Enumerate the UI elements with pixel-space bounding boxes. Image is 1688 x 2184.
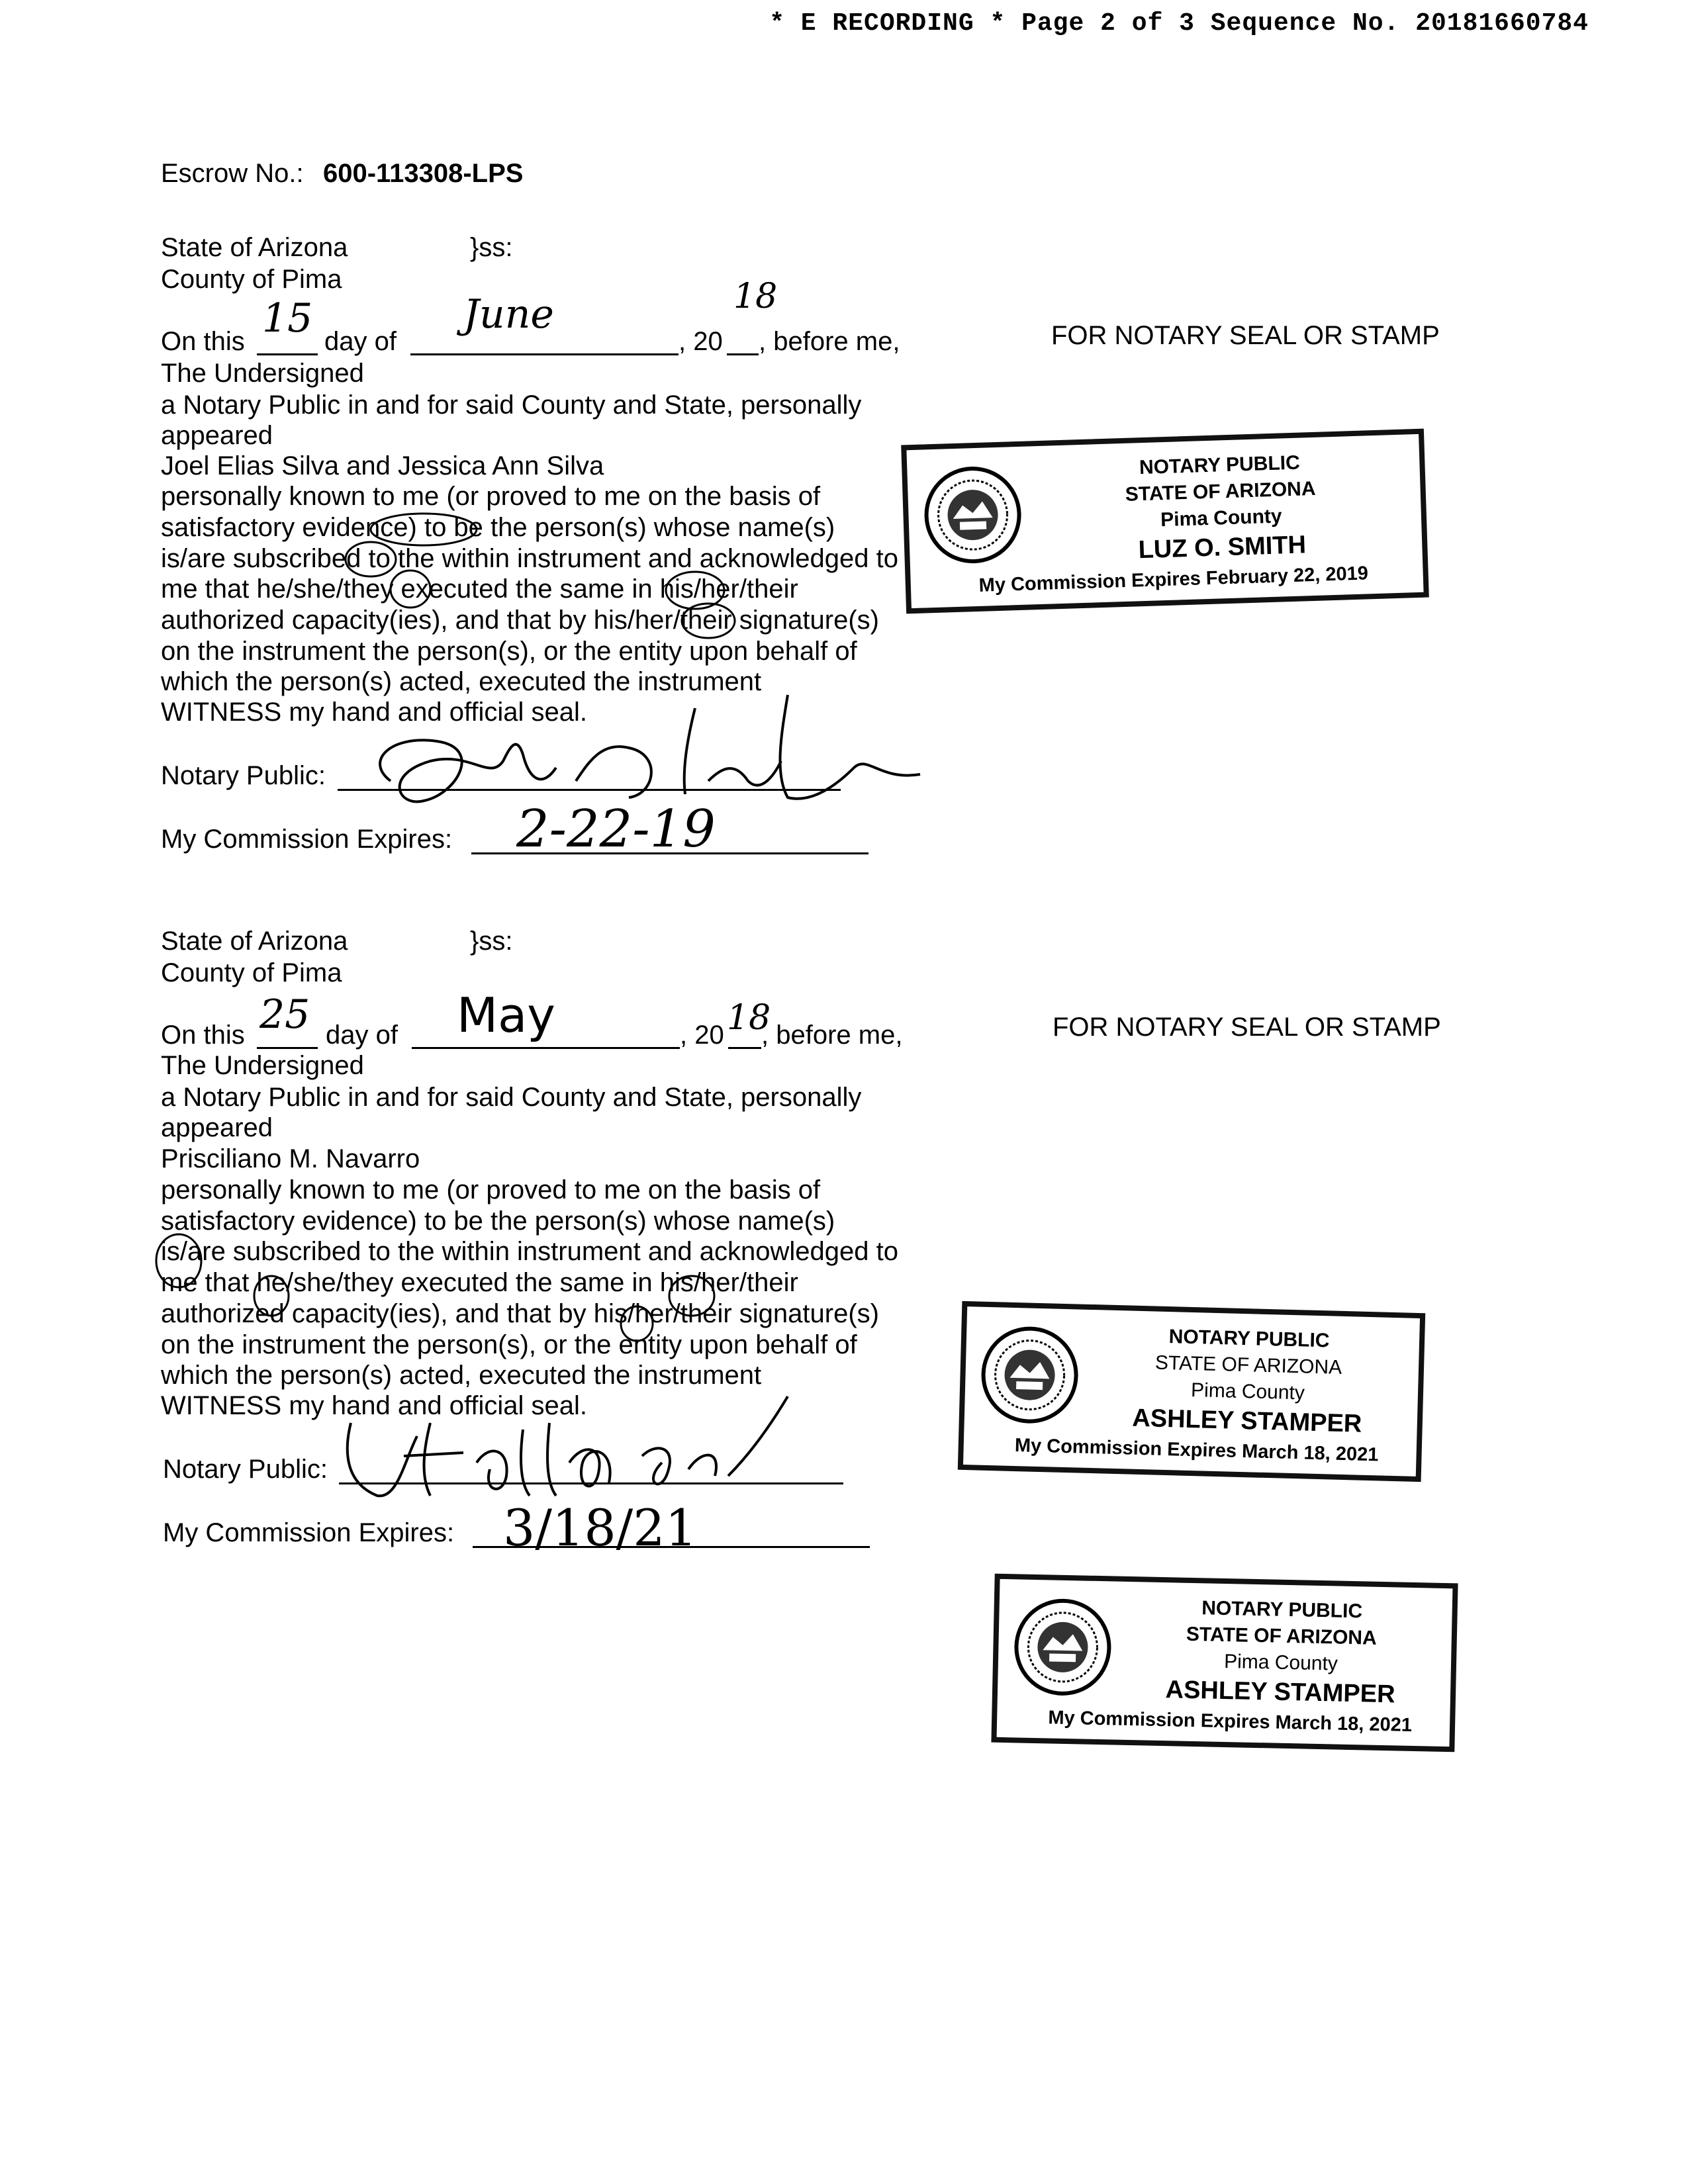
- year-prefix: , 20: [679, 327, 723, 356]
- before-me-label: , before me,: [759, 327, 900, 356]
- arizona-seal-icon: [979, 1324, 1081, 1426]
- day-handwritten: 15: [262, 295, 313, 341]
- body-line: on the instrument the person(s), or the entity upon behalf of: [161, 1330, 857, 1359]
- month-blank: [412, 1047, 680, 1049]
- body-line: authorized capacity(ies), and that by his/her/their signature(s): [161, 606, 879, 635]
- day-of-label: day of: [324, 327, 397, 356]
- body-line: me that he/she/they executed the same in his/her/their: [161, 1268, 798, 1297]
- county-line: County of Pima: [161, 958, 342, 987]
- stamp-state: STATE OF ARIZONA: [1154, 1351, 1342, 1379]
- notary-stamp: [958, 1301, 1425, 1482]
- body-line: satisfactory evidence) to be the person(s) whose name(s): [161, 513, 835, 542]
- stamp-state: STATE OF ARIZONA: [1125, 477, 1316, 506]
- on-this-label: On this: [161, 327, 245, 356]
- body-line: personally known to me (or proved to me on the basis of: [161, 1175, 821, 1205]
- ss-mark: }ss:: [470, 927, 513, 956]
- state-line: State of Arizona: [161, 927, 348, 956]
- body-line: is/are subscribed to the within instrument and acknowledged to: [161, 1237, 898, 1266]
- commission-handwritten: 2-22-19: [516, 799, 716, 859]
- day-blank: [257, 353, 318, 355]
- year-handwritten: 18: [727, 998, 771, 1038]
- stamp-expiration: My Commission Expires March 18, 2021: [1048, 1707, 1413, 1736]
- appeared-line: appeared: [161, 421, 273, 450]
- arizona-seal-icon: [921, 464, 1024, 567]
- body-line: which the person(s) acted, executed the instrument: [161, 1361, 762, 1390]
- county-line: County of Pima: [161, 265, 342, 294]
- day-of-label: day of: [326, 1021, 398, 1050]
- witness-line: WITNESS my hand and official seal.: [161, 698, 587, 727]
- stamp-notary-name: ASHLEY STAMPER: [1131, 1404, 1362, 1438]
- stamp-county: Pima County: [1223, 1650, 1338, 1675]
- stamp-title: NOTARY PUBLIC: [1168, 1326, 1330, 1352]
- recording-header: * E RECORDING * Page 2 of 3 Sequence No. 20181660784: [769, 9, 1589, 38]
- signer-names: Joel Elias Silva and Jessica Ann Silva: [161, 451, 604, 480]
- notary-public-label: Notary Public:: [161, 761, 326, 790]
- notary-line: a Notary Public in and for said County and State, personally: [161, 1083, 862, 1112]
- year-prefix: , 20: [680, 1021, 724, 1050]
- escrow-label: Escrow No.:: [161, 159, 304, 188]
- day-handwritten: 25: [259, 991, 310, 1038]
- stamp-county: Pima County: [1160, 505, 1283, 531]
- notary-stamp: [901, 429, 1429, 614]
- stamp-expiration: My Commission Expires March 18, 2021: [1014, 1435, 1379, 1466]
- undersigned-line: The Undersigned: [161, 359, 364, 388]
- body-line: which the person(s) acted, executed the instrument: [161, 667, 762, 696]
- notary-line: a Notary Public in and for said County and State, personally: [161, 390, 862, 420]
- stamp-county: Pima County: [1190, 1379, 1305, 1404]
- body-line: is/are subscribed to the within instrument and acknowledged to: [161, 544, 898, 573]
- escrow-number: 600-113308-LPS: [323, 159, 524, 188]
- day-blank: [257, 1047, 318, 1049]
- year-blank: [728, 1047, 761, 1049]
- arizona-seal-icon: [1012, 1596, 1113, 1698]
- month-handwritten: June: [463, 291, 554, 338]
- commission-handwritten: 3/18/21: [503, 1498, 697, 1557]
- before-me-label: , before me,: [761, 1021, 903, 1050]
- month-handwritten: May: [457, 987, 555, 1043]
- stamp-expiration: My Commission Expires February 22, 2019: [978, 563, 1369, 596]
- commission-label: My Commission Expires:: [163, 1518, 455, 1547]
- notary-stamp: [991, 1574, 1458, 1752]
- appeared-line: appeared: [161, 1113, 273, 1142]
- notary-signature-2: [331, 1383, 808, 1516]
- state-line: State of Arizona: [161, 233, 348, 262]
- stamp-title: NOTARY PUBLIC: [1201, 1597, 1363, 1623]
- pen-marks: [146, 1224, 907, 1343]
- body-line: personally known to me (or proved to me on the basis of: [161, 482, 821, 511]
- year-handwritten: 18: [733, 277, 778, 316]
- ss-mark: }ss:: [470, 233, 513, 262]
- stamp-title: NOTARY PUBLIC: [1139, 451, 1301, 479]
- stamp-notary-name: LUZ O. SMITH: [1138, 531, 1307, 565]
- month-blank: [410, 353, 679, 355]
- signer-names: Prisciliano M. Navarro: [161, 1144, 420, 1173]
- body-line: satisfactory evidence) to be the person(s) whose name(s): [161, 1206, 835, 1236]
- seal-placeholder-label: FOR NOTARY SEAL OR STAMP: [1053, 1013, 1441, 1042]
- seal-placeholder-label: FOR NOTARY SEAL OR STAMP: [1051, 321, 1440, 350]
- stamp-notary-name: ASHLEY STAMPER: [1165, 1676, 1395, 1709]
- witness-line: WITNESS my hand and official seal.: [161, 1391, 587, 1420]
- body-line: me that he/she/they executed the same in his/her/their: [161, 574, 798, 604]
- year-blank: [727, 353, 759, 355]
- on-this-label: On this: [161, 1021, 245, 1050]
- undersigned-line: The Undersigned: [161, 1051, 364, 1080]
- body-line: authorized capacity(ies), and that by his/her/their signature(s): [161, 1299, 879, 1328]
- stamp-state: STATE OF ARIZONA: [1186, 1623, 1378, 1649]
- notary-public-label: Notary Public:: [163, 1455, 328, 1484]
- body-line: on the instrument the person(s), or the entity upon behalf of: [161, 637, 857, 666]
- pen-marks: [318, 510, 947, 642]
- commission-label: My Commission Expires:: [161, 825, 453, 854]
